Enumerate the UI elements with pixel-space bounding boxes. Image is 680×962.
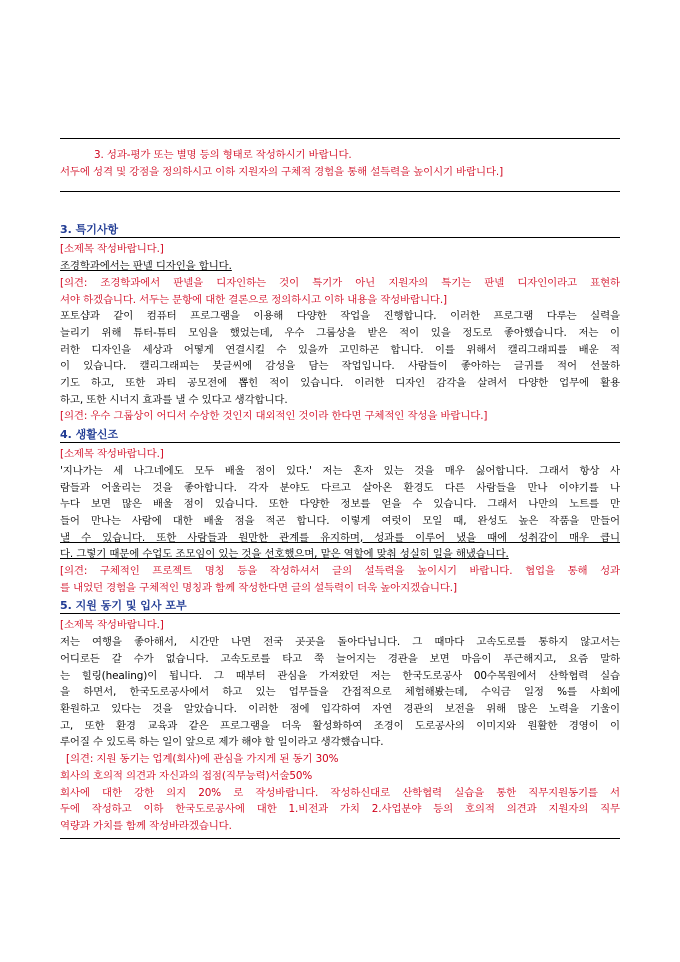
body-line: 포토샵과 같이 컴퓨터 프로그램을 이용해 다양한 작업을 진행합니다. 이러한 프로그램 다루는 실력을 <box>60 310 620 323</box>
subtitle-prompt: [소제목 작성바랍니다.] <box>60 619 164 632</box>
section-motivation <box>60 596 620 838</box>
comment-line: [의견: 구체적인 프로젝트 명칭 등을 작성하셔서 글의 설득력을 높이시기 바랍니다. 협업을 통해 성과 <box>60 565 620 578</box>
section-special-skills <box>60 220 620 425</box>
body-line: 기도 하고, 또한 과티 공모전에 뽑힌 적이 있습니다. 이러한 디자인 감각을 살려서 다양한 업무에 활용 <box>60 377 620 390</box>
body-line-underlined: 낼 수 있습니다. 또한 사람들과 원만한 관계를 유지하며, 성과를 이루어 냈을 때에 성취감이 매우 큽니 <box>60 531 620 544</box>
comment-line: 셔야 하겠습니다. 서두는 문항에 대한 결론으로 정의하시고 이하 내용을 작성바랍니다.] <box>60 293 447 306</box>
body-line: 는 힐링(healing)이 됩니다. 그 때부터 관심을 가져왔던 저는 한국도로공사 00수목원에서 산학협력 실습 <box>60 669 620 682</box>
comment-line: 회사의 호의적 의견과 자신과의 접점(직무능력)서술50% <box>60 769 313 782</box>
comment-line: 를 내었던 경험을 구체적인 명칭과 함께 작성한다면 글의 설득력이 더욱 높아지겠습니다.] <box>60 581 457 594</box>
body-line: 이 있습니다. 캘리그래피는 붓글씨에 감성을 담는 작업입니다. 사람들이 좋아하는 글귀를 적어 선물하 <box>60 360 620 373</box>
body-line: 어디로든 갈 수가 없습니다. 고속도로를 타고 쭉 늘어지는 경관을 보면 마음이 푸근해지고, 요즘 말하 <box>60 652 620 665</box>
document-content <box>60 0 620 839</box>
section-title: 4. 생활신조 <box>60 425 620 443</box>
top-note <box>60 139 620 180</box>
section-life-motto <box>60 425 620 596</box>
comment-line: [의견: 조경학과에서 판넬을 디자인하는 것이 특기가 아닌 지원자의 특기는 판넬 디자인이라고 표현하 <box>60 276 620 289</box>
body-line: 람들과 어울리는 것을 좋아합니다. 각자 분야도 다르고 살아온 환경도 다른 사람들을 만나 이야기를 나 <box>60 481 620 494</box>
body-line: 저는 여행을 좋아해서, 시간만 나면 전국 곳곳을 돌아다닙니다. 그 때마다 고속도로를 통하지 않고서는 <box>60 636 620 649</box>
comment-line: 역량과 가치를 함께 작성바라겠습니다. <box>60 819 232 832</box>
section-title: 3. 특기사항 <box>60 220 620 238</box>
subtitle-prompt: [소제목 작성바랍니다.] <box>60 448 164 461</box>
top-blank-area <box>60 0 620 138</box>
body-line: 늘리기 위해 튜터-튜티 모임을 했었는데, 우수 그룹상을 받은 적이 있을 정도로 좋아했습니다. 저는 이 <box>60 326 620 339</box>
body-line: 러한 디자인을 세상과 어떻게 연결시킬 수 있을까 고민하곤 합니다. 이를 위해서 캘리그래피를 배운 적 <box>60 343 620 356</box>
body-line: 하고, 또한 시너지 효과를 낼 수 있다고 생각합니다. <box>60 393 288 406</box>
body-line: 들어 만나는 사람에 대한 배울 점을 적곤 합니다. 이렇게 여럿이 모일 때, 완성도 높은 작품을 만들어 <box>60 514 620 527</box>
body-line: 환원하고 있다는 것을 알았습니다. 이러한 점에 입각하여 자연 경관의 보전을 위해 많은 노력을 기울이 <box>60 702 620 715</box>
body-line: 루어질 수 있도록 하는 일이 앞으로 제가 해야 할 일이라고 생각했습니다. <box>60 736 384 749</box>
body-line: 고, 또한 환경 교육과 같은 프로그램을 더욱 활성화하여 조경이 도로공사의 이미지와 원활한 경영이 이 <box>60 719 620 732</box>
section-spacer <box>60 192 620 220</box>
comment-line: 회사에 대한 강한 의지 20% 로 작성바랍니다. 작성하신대로 산학협력 실습을 통한 직무지원동기를 서 <box>60 786 620 799</box>
body-line: 누다 보면 많은 배울 점이 있습니다. 또한 다양한 정보를 얻을 수 있습니다. 그래서 나만의 노트를 만 <box>60 498 620 511</box>
comment-line: 두에 작성하고 이하 한국도로공사에 대한 1.비전과 가치 2.사업분야 등의 호의적 의견과 지원자의 직무 <box>60 803 620 816</box>
body-line: '지나가는 세 나그네에도 모두 배울 점이 있다.' 저는 혼자 있는 것을 매우 싫어합니다. 그래서 항상 사 <box>60 464 620 477</box>
section-title: 5. 지원 동기 및 입사 포부 <box>60 596 620 614</box>
top-note-line-2: 서두에 성격 및 강점을 정의하시고 이하 지원자의 구체적 경험을 통해 설득력을 높이시기 바랍니다.] <box>60 165 504 178</box>
top-note-line-1: 3. 성과-평가 또는 별명 등의 형태로 작성하시기 바랍니다. <box>94 149 352 161</box>
comment-line: [의견: 지원 동기는 업계(회사)에 관심을 가지게 된 동기 30% <box>66 753 339 766</box>
subtitle-prompt: [소제목 작성바랍니다.] <box>60 243 164 256</box>
bottom-rule <box>60 838 620 839</box>
body-line-underlined: 다. 그렇기 때문에 수업도 조모임이 있는 것을 선호했으며, 맡은 역할에 맞춰 성실히 일을 해냈습니다. <box>60 548 509 561</box>
subtitle: 조경학과에서는 판넬 디자인을 합니다. <box>60 260 232 273</box>
comment-line: [의견: 우수 그룹상이 어디서 수상한 것인지 대외적인 것이라 한다면 구체적인 작성을 바랍니다.] <box>60 410 488 423</box>
body-line: 을 하면서, 한국도로공사에서 하고 있는 업무들을 간접적으로 체험해봤는데, 수익금 일정 %를 사회에 <box>60 686 620 699</box>
